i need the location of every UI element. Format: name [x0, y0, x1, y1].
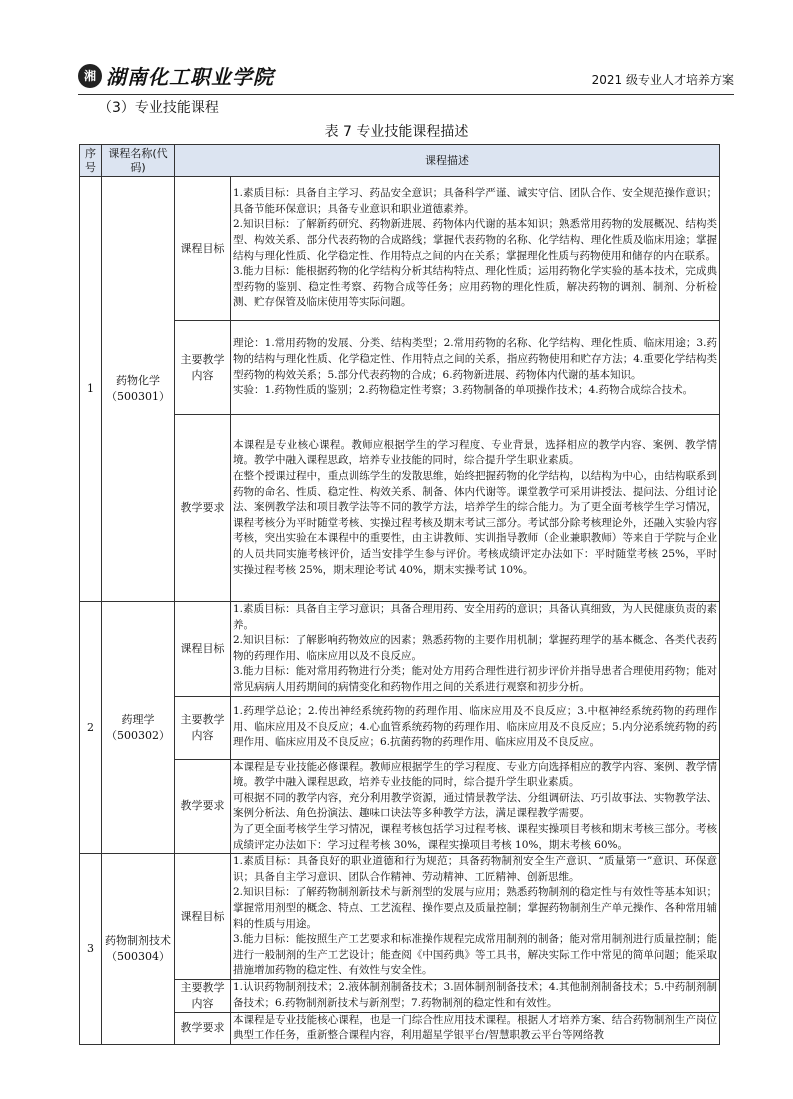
section-label: 课程目标 [175, 177, 231, 321]
paragraph: 本课程是专业核心课程。教师应根据学生的学习程度、专业背景，选择相应的教学内容、案例、教学情境。教学中融入课程思政，培养专业技能的同时，综合提升学生职业素质。 [233, 438, 717, 467]
table-row [80, 177, 720, 321]
course-index: 1 [80, 177, 102, 602]
course-code: （500302） [106, 728, 170, 742]
page-header [78, 64, 734, 95]
table-row [80, 979, 720, 1012]
table-row [80, 854, 720, 980]
paragraph: 理论：1.常用药物的发展、分类、结构类型；2.常用药物的名称、化学结构、理化性质、临床用途；3.药物的结构与理化性质、化学稳定性、作用特点之间的关系，指应药物使用和贮存方法；4.重要化学结构类型药物的构效关系；5.部分代表药物的合成；6.药物新进展、药物体内代谢的基本知识。 [233, 337, 717, 381]
table-row [80, 759, 720, 854]
plan-title: 2021 级专业人才培养方案 [591, 73, 734, 87]
course-code: （500304） [106, 950, 170, 964]
paragraph: 本课程是专业技能核心课程，也是一门综合性应用技术课程。根据人才培养方案、结合药物制剂生产岗位典型工作任务，重新整合课程内容，利用超星学银平台/智慧职教云平台等网络教 [233, 1013, 717, 1042]
section-label: 主要教学内容 [175, 321, 231, 415]
paragraph: 本课程是专业技能必修课程。教师应根据学生的学习程度、专业方向选择相应的教学内容、案例、教学情境。教学中融入课程思政，培养专业技能的同时，综合提升学生职业素质。 [233, 760, 717, 789]
section-content [231, 321, 720, 415]
paragraph: 1.素质目标：具备自主学习、药品安全意识；具备科学严谨、诚实守信、团队合作、安全规范操作意识；具备节能环保意识；具备专业意识和职业道德素养。 [233, 187, 717, 215]
section-label: 课程目标 [175, 602, 231, 697]
section-content [231, 1012, 720, 1044]
paragraph: 2.知识目标：了解影响药物效应的因素；熟悉药物的主要作用机制；掌握药理学的基本概念、各类代表药物的药理作用、临床应用以及不良反应。 [233, 634, 717, 662]
section-label: 教学要求 [175, 759, 231, 854]
paragraph: 1.认识药物制剂技术；2.液体制剂制备技术；3.固体制剂制备技术；4.其他制剂制备技术；5.中药制剂制备技术；6.药物制剂新技术与新剂型；7.药物制剂的稳定性和有效性。 [233, 981, 717, 1009]
paragraph: 1.素质目标：具备自主学习意识；具备合理用药、安全用药的意识；具备认真细致，为人民健康负责的素养。 [233, 603, 717, 631]
course-name: 药物制剂技术 [105, 934, 171, 948]
section-label: 教学要求 [175, 1012, 231, 1044]
table-row [80, 415, 720, 602]
section-content [231, 759, 720, 854]
section-label: 主要教学内容 [175, 696, 231, 759]
paragraph: 实验：1.药物性质的鉴别；2.药物稳定性考察；3.药物制备的单项操作技术；4.药物合成综合技术。 [233, 384, 694, 397]
section-label: 教学要求 [175, 415, 231, 602]
course-name: 药理学 [121, 712, 155, 726]
column-header-desc: 课程描述 [175, 145, 720, 177]
school-name: 湖南化工职业学院 [106, 65, 274, 89]
school-logo-icon: 湘 [78, 64, 102, 88]
paragraph: 在整个授课过程中，重点训练学生的发散思维，始终把握药物的化学结构，以结构为中心，由结构联系到药物的命名、性质、稳定性、构效关系、制备、体内代谢等。课堂教学可采用讲授法、提问法、分组讨论法、案例教学法和项目教学法等不同的教学方法，培养学生的综合能力。为了更全面考核学生学习情况，课程考核分为平时随堂考核、实操过程考核及期末考试三部分。考试部分除考核理论外，还融入实验内容考核，突出实验在本课程中的重要性，由主讲教师、实训指导教师（企业兼职教师）等来自于学院与企业的人员共同实施考核评价，适当安排学生参与评价。考核成绩评定办法如下：平时随堂考核 25%，平时实操过程考核 25%，期末理论考试 40%，期末实操考试 10%。 [233, 470, 717, 576]
table-row [80, 602, 720, 697]
section-content [231, 415, 720, 602]
table-row [80, 1012, 720, 1044]
course-index: 3 [80, 854, 102, 1045]
section-content [231, 854, 720, 980]
course-name-cell [102, 602, 175, 854]
paragraph: 3.能力目标：能按照生产工艺要求和标准操作规程完成常用制剂的制备；能对常用制剂进行质量控制；能进行一般制剂的生产工艺设计；能查阅《中国药典》等工具书，解决实际工作中常见的简单问题；能采取措施增加药物的稳定性、有效性与安全性。 [233, 933, 717, 977]
course-code: （500301） [106, 390, 170, 403]
column-header-name: 课程名称(代码) [102, 145, 175, 177]
course-name-cell [102, 854, 175, 1045]
paragraph: 2.知识目标：了解新药研究、药物新进展、药物体内代谢的基本知识；熟悉常用药物的发展概况、结构类型、构效关系、部分代表药物的合成路线；掌握代表药物的名称、化学结构、理化性质及临床用途；掌握结构与理化性质、化学稳定性、作用特点之间的内在关系；掌握理化性质与药物使用和储存的内在联系。 [233, 218, 717, 262]
section-content [231, 602, 720, 697]
section-content [231, 979, 720, 1012]
paragraph: 2.知识目标：了解药物制剂新技术与新剂型的发展与应用；熟悉药物制剂的稳定性与有效性等基本知识；掌握常用剂型的概念、特点、工艺流程、操作要点及质量控制；掌握药物制剂生产单元操作、各种常用辅料的性质与用途。 [233, 886, 717, 930]
course-index: 2 [80, 602, 102, 854]
table-caption: 表 7 专业技能课程描述 [324, 124, 469, 140]
table-row [80, 321, 720, 415]
section-content [231, 177, 720, 321]
course-name-cell [102, 177, 175, 602]
paragraph: 3.能力目标：能根据药物的化学结构分析其结构特点、理化性质；运用药物化学实验的基本技术，完成典型药物的鉴别、稳定性考察、药物合成等任务；应用药物的理化性质，解决药物的调剂、制剂、分析检测、贮存保管及临床使用等实际问题。 [233, 265, 717, 309]
table-header-row [80, 145, 720, 177]
paragraph: 1.药理学总论；2.传出神经系统药物的药理作用、临床应用及不良反应；3.中枢神经系统药物的药理作用、临床应用及不良反应；4.心血管系统药物的药理作用、临床应用及不良反应；5.内分泌系统药物的药理作用、临床应用及不良反应；6.抗菌药物的药理作用、临床应用及不良反应。 [233, 705, 717, 749]
column-header-idx: 序号 [80, 145, 102, 177]
section-label: 课程目标 [175, 854, 231, 980]
section-title: （3）专业技能课程 [98, 100, 219, 116]
section-content [231, 696, 720, 759]
course-table [79, 144, 720, 1045]
paragraph: 1.素质目标：具备良好的职业道德和行为规范；具备药物制剂安全生产意识、“质量第一”意识、环保意识；具备自主学习意识、团队合作精神、劳动精神、工匠精神、创新思维。 [233, 855, 717, 883]
table-row [80, 696, 720, 759]
section-label: 主要教学内容 [175, 979, 231, 1012]
paragraph: 3.能力目标：能对常用药物进行分类；能对处方用药合理性进行初步评价并指导患者合理使用药物；能对常见病病人用药期间的病情变化和药物作用之间的关系进行观察和初步分析。 [233, 665, 717, 693]
paragraph: 可根据不同的教学内容，充分利用教学资源，通过情景教学法、分组调研法、巧引故事法、实物教学法、案例分析法、角色扮演法、趣味口诀法等多种教学方法，满足课程教学需要。 [233, 791, 717, 820]
paragraph: 为了更全面考核学生学习情况，课程考核包括学习过程考核、课程实操项目考核和期末考核三部分。考核成绩评定办法如下：学习过程考核 30%，课程实操项目考核 10%，期末考核 60%。 [233, 822, 717, 851]
course-name: 药物化学 [116, 374, 160, 387]
